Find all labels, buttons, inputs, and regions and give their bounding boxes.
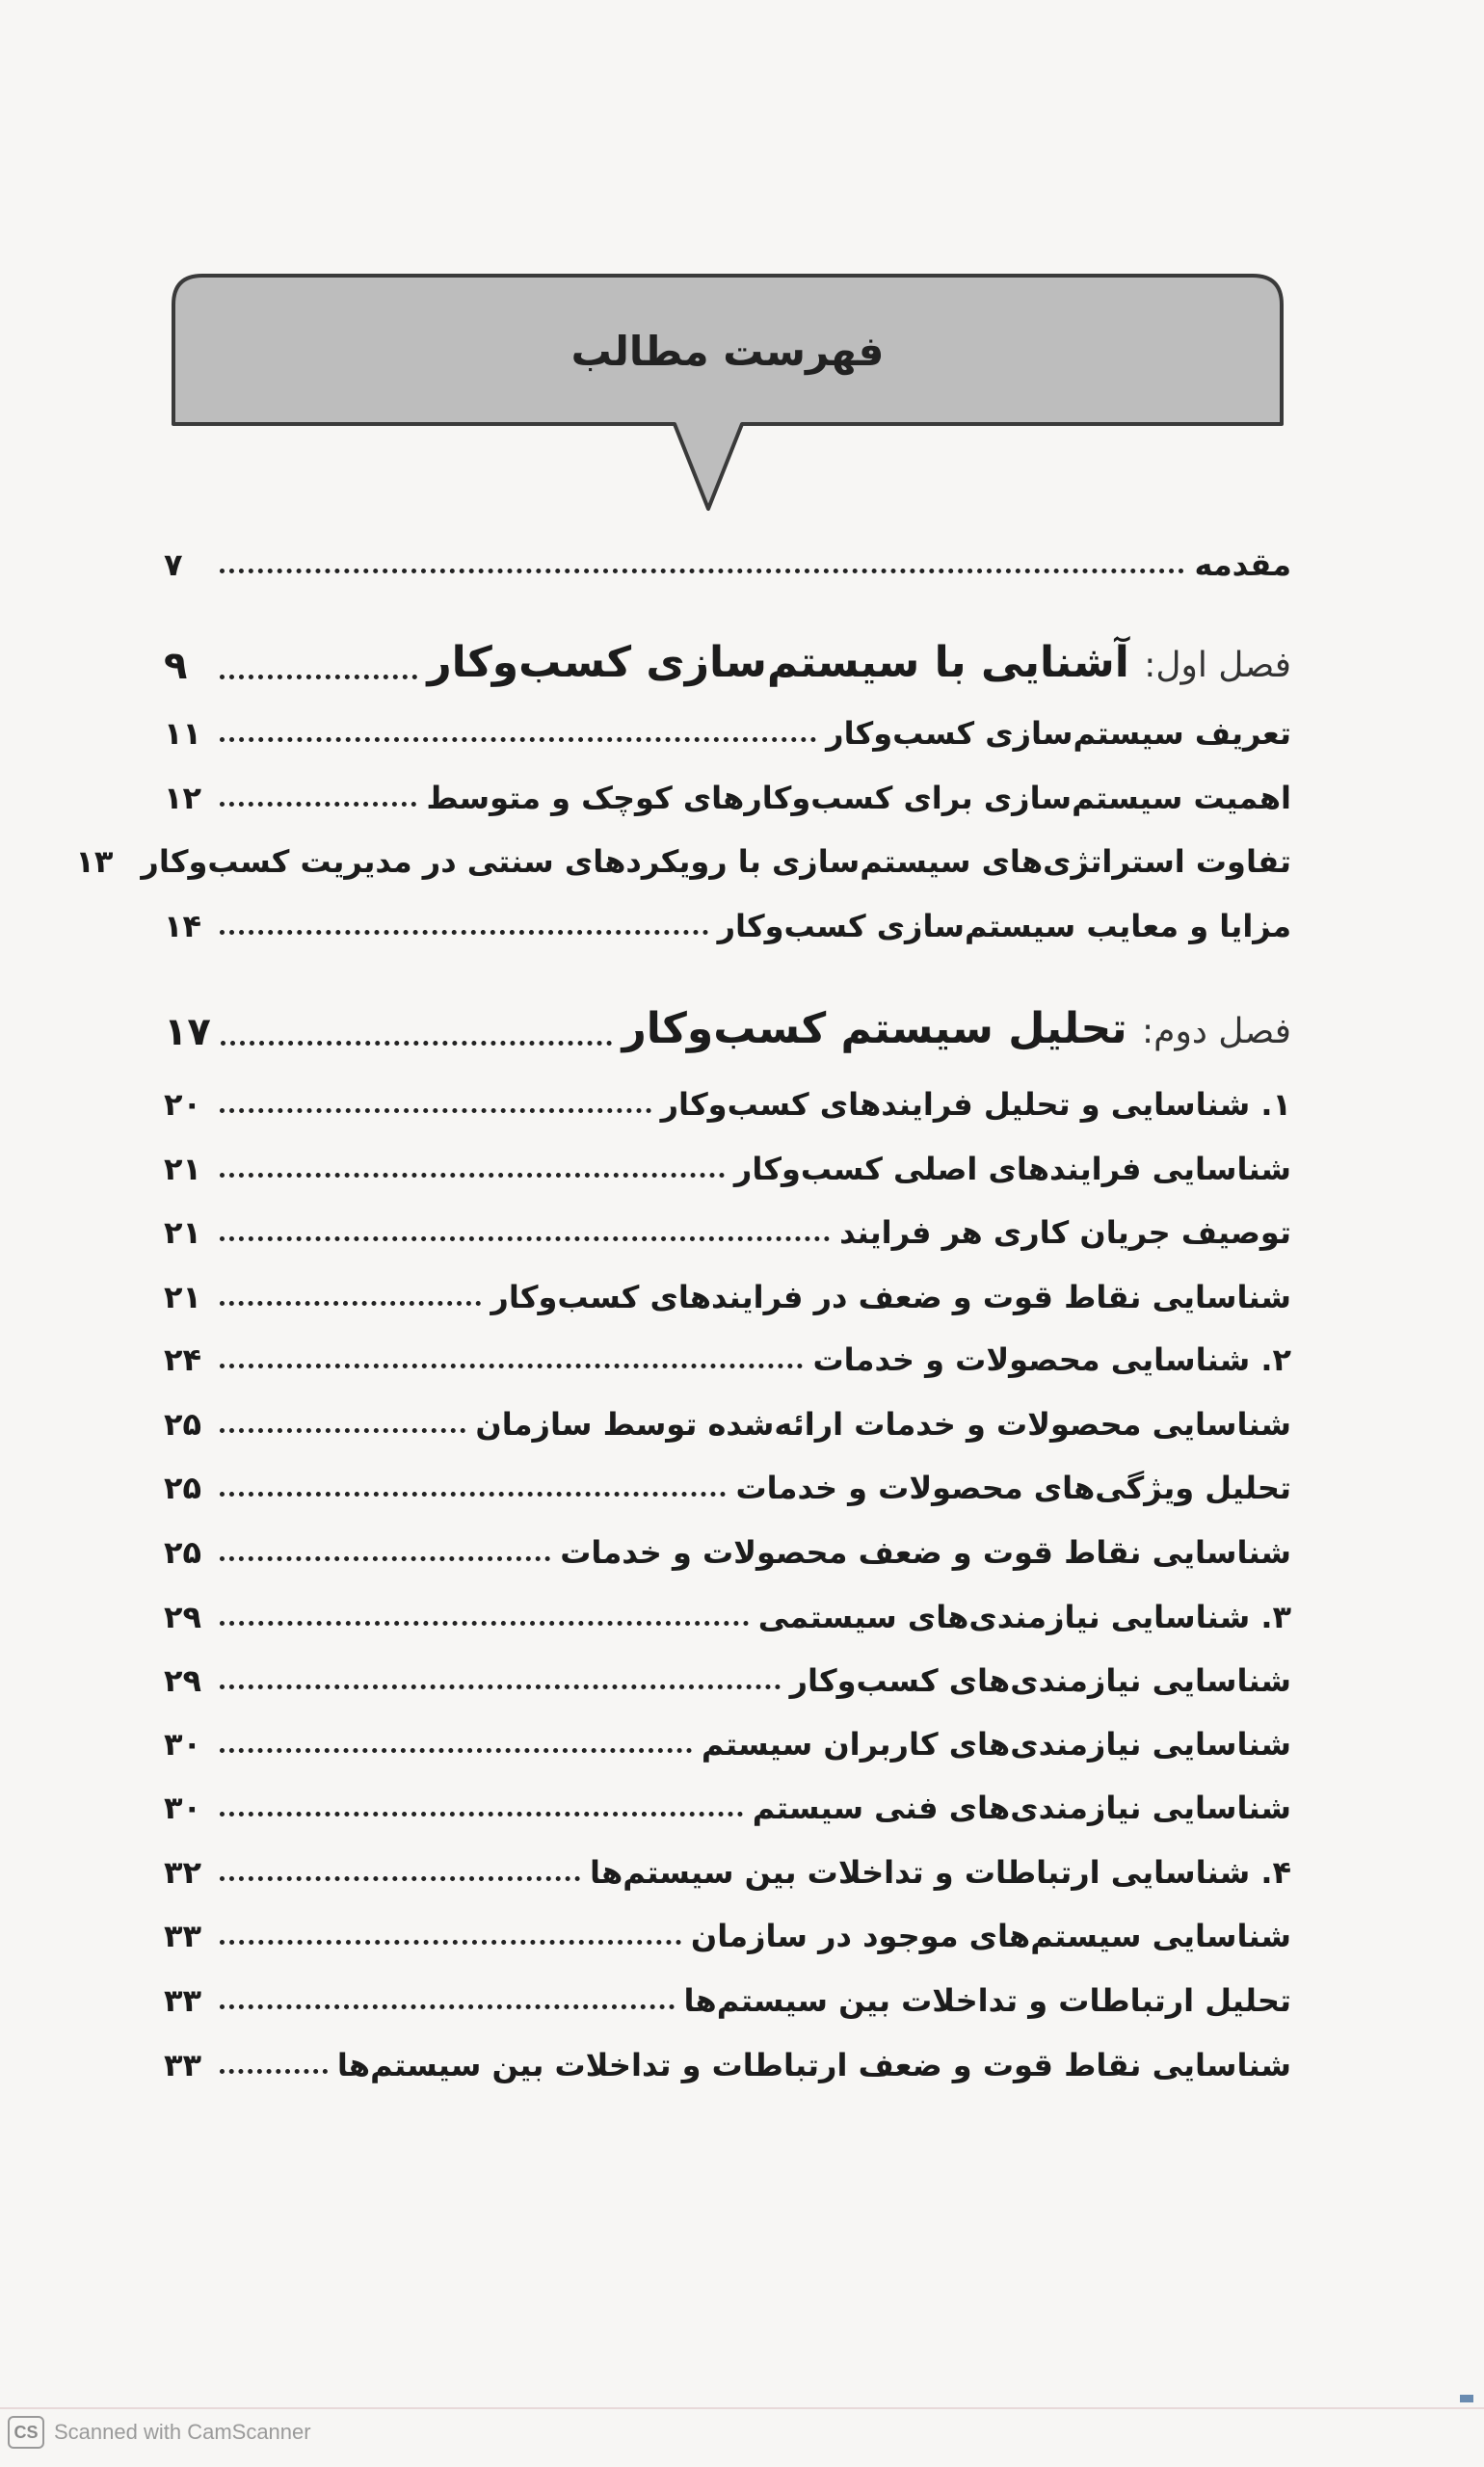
- toc-entry-text: تحلیل ارتباطات و تداخلات بین سیستم‌ها: [683, 1981, 1291, 2019]
- toc-leader-dots: [220, 929, 708, 935]
- toc-page-number: ۲۵: [164, 1405, 202, 1443]
- toc-entry-title: [702, 1726, 1291, 1763]
- toc-page-number: ۹: [164, 644, 188, 688]
- toc-entry-title: [661, 1086, 1291, 1123]
- toc-entry-title: [826, 715, 1291, 752]
- toc-item-row: [164, 1833, 1291, 1891]
- toc-leader-dots: [221, 1040, 613, 1046]
- toc-entry-title: [734, 1151, 1291, 1187]
- toc-entry-text: شناسایی سیستم‌های موجود در سازمان: [690, 1917, 1291, 1954]
- toc-entry-text: تعریف سیستم‌سازی کسب‌وکار: [826, 714, 1291, 752]
- toc-entry-title: [718, 908, 1291, 944]
- corner-mark: [1460, 2395, 1473, 2402]
- toc-entry-text: ۴. شناسایی ارتباطات و تداخلات بین سیستم‌ها: [590, 1853, 1291, 1891]
- toc-item-row: [164, 758, 1291, 816]
- toc-entry-text: تحلیل ویژگی‌های محصولات و خدمات: [735, 1469, 1291, 1506]
- toc-page-number: ۷: [164, 545, 183, 583]
- toc-entry-title: [427, 638, 1291, 689]
- toc-entry-title: [691, 1918, 1291, 1954]
- toc-chapter-row: [164, 631, 1291, 689]
- toc-entry-text: شناسایی فرایندهای اصلی کسب‌وکار: [733, 1150, 1291, 1187]
- toc-item-row: [164, 1961, 1291, 2019]
- toc-page-number: ۲۵: [164, 1469, 202, 1506]
- toc-page-number: ۳۰: [164, 1725, 202, 1763]
- toc-entry-title: [839, 1214, 1291, 1251]
- toc-page-number: ۲۱: [164, 1150, 202, 1187]
- toc-page-number: ۲۴: [164, 1340, 202, 1378]
- toc-leader-dots: [220, 1107, 651, 1113]
- toc-item-row: [164, 694, 1291, 752]
- toc-leader-dots: [220, 1939, 681, 1945]
- toc-item-row: [164, 1897, 1291, 1954]
- toc-chapter-prefix: فصل دوم:: [1142, 1012, 1291, 1052]
- toc-page-number: ۳۳: [164, 2046, 202, 2083]
- toc-leader-dots: [220, 2068, 328, 2074]
- toc-leader-dots: [220, 1172, 725, 1178]
- toc-page-number: ۳۳: [164, 1917, 202, 1954]
- toc-leader-dots: [220, 1427, 465, 1433]
- toc-page-number: ۲۱: [164, 1278, 202, 1315]
- toc-page-number: ۲۹: [164, 1598, 202, 1635]
- toc-entry-title: [812, 1341, 1291, 1378]
- toc-entry-text: شناسایی نیازمندی‌های کاربران سیستم: [701, 1725, 1291, 1763]
- toc-entry-text: تفاوت استراتژی‌های سیستم‌سازی با رویکردهای سنتی در مدیریت کسب‌وکار: [141, 842, 1291, 880]
- toc-item-row: [164, 1578, 1291, 1635]
- toc-item-row: [164, 1385, 1291, 1443]
- toc-entry-title: [1194, 546, 1291, 583]
- toc-heading: فهرست مطالب: [570, 328, 885, 375]
- toc-chapter-row: [164, 997, 1291, 1055]
- toc-page-number: ۳۲: [164, 1853, 202, 1891]
- toc-entry-title: [337, 2047, 1291, 2083]
- toc-leader-dots: [220, 2003, 675, 2009]
- toc-banner: [164, 270, 1291, 520]
- toc-entry-title: [735, 1470, 1291, 1506]
- toc-item-row: [164, 1641, 1291, 1699]
- toc-item-row: [164, 1065, 1291, 1123]
- toc-entry-title: [141, 843, 1291, 880]
- toc-item-row: [164, 1320, 1291, 1378]
- toc-entry-text: توصیف جریان کاری هر فرایند: [839, 1213, 1291, 1251]
- toc-item-row: [164, 1513, 1291, 1571]
- toc-leader-dots: [220, 1747, 692, 1753]
- toc-item-row: [164, 1193, 1291, 1251]
- toc-entry-text: شناسایی نیازمندی‌های فنی سیستم: [752, 1789, 1291, 1826]
- toc-entry-text: اهمیت سیستم‌سازی برای کسب‌وکارهای کوچک و متوسط: [426, 779, 1291, 816]
- toc-item-row: [164, 1258, 1291, 1315]
- toc-page-number: ۱۱: [164, 714, 202, 752]
- toc-entry-title: [475, 1406, 1291, 1443]
- toc-entry-text: شناسایی نقاط قوت و ضعف ارتباطات و تداخلات بین سیستم‌ها: [336, 2046, 1291, 2083]
- toc-leader-dots: [220, 736, 816, 742]
- toc-page-number: ۲۱: [164, 1213, 202, 1251]
- toc-leader-dots: [220, 1300, 481, 1306]
- toc-entry-title: [753, 1790, 1291, 1826]
- toc-page-number: ۱۳: [75, 842, 114, 880]
- toc-leader-dots: [220, 1235, 830, 1241]
- toc-leader-dots: [220, 568, 1184, 573]
- toc-entry-text: شناسایی نقاط قوت و ضعف محصولات و خدمات: [560, 1533, 1291, 1571]
- toc-page-number: ۱۷: [164, 1010, 211, 1054]
- toc-entry-text: تحلیل سیستم کسب‌وکار: [622, 1004, 1127, 1054]
- toc-leader-dots: [220, 1684, 781, 1689]
- toc-entry-text: شناسایی محصولات و خدمات ارائه‌شده توسط سازمان: [475, 1405, 1291, 1443]
- toc-page-number: ۲۹: [164, 1661, 202, 1699]
- toc-entry-title: [684, 1982, 1291, 2019]
- toc-leader-dots: [220, 801, 416, 807]
- toc-entry-title: [490, 1279, 1291, 1315]
- toc-leader-dots: [220, 1491, 726, 1497]
- toc-entry-text: شناسایی نقاط قوت و ضعف در فرایندهای کسب‌وکار: [490, 1278, 1291, 1315]
- toc-entry-text: ۲. شناسایی محصولات و خدمات: [812, 1340, 1291, 1378]
- camscanner-text: Scanned with CamScanner: [54, 2420, 311, 2444]
- camscanner-logo-icon: CS: [8, 2416, 44, 2449]
- toc-item-row: [164, 2026, 1291, 2083]
- toc-entry-text: مقدمه: [1194, 545, 1291, 583]
- toc-entry-title: [426, 780, 1291, 816]
- toc-intro-row: [164, 525, 1291, 583]
- toc-leader-dots: [220, 1875, 580, 1881]
- toc-entry-title: [622, 1004, 1291, 1055]
- toc-leader-dots: [220, 1620, 749, 1626]
- toc-page-number: ۳۰: [164, 1789, 202, 1826]
- toc-page-number: ۳۳: [164, 1981, 202, 2019]
- toc-leader-dots: [220, 1363, 803, 1368]
- banner-shape: [164, 270, 1291, 520]
- toc-page-number: ۲۵: [164, 1533, 202, 1571]
- toc-entry-text: آشنایی با سیستم‌سازی کسب‌وکار: [427, 638, 1129, 688]
- toc-entry-title: [790, 1662, 1291, 1699]
- toc-item-row: [164, 1448, 1291, 1506]
- toc-item-row: [164, 1705, 1291, 1763]
- toc-page-number: ۱۴: [164, 907, 202, 944]
- toc-entry-text: شناسایی نیازمندی‌های کسب‌وکار: [789, 1661, 1291, 1699]
- toc-chapter-prefix: فصل اول:: [1144, 646, 1291, 686]
- toc-entry-title: [560, 1534, 1291, 1571]
- toc-entry-text: مزایا و معایب سیستم‌سازی کسب‌وکار: [717, 907, 1291, 944]
- camscanner-watermark: [8, 2415, 311, 2450]
- toc-entry-title: [758, 1599, 1291, 1635]
- toc-leader-dots: [220, 1555, 550, 1561]
- toc-entry-text: ۳. شناسایی نیازمندی‌های سیستمی: [757, 1598, 1291, 1635]
- toc-entry-text: ۱. شناسایی و تحلیل فرایندهای کسب‌وکار: [660, 1085, 1291, 1123]
- toc-page-number: ۲۰: [164, 1085, 202, 1123]
- toc-item-row: [164, 1129, 1291, 1187]
- toc-item-row: [164, 887, 1291, 944]
- toc-item-row: [75, 822, 1291, 880]
- toc-leader-dots: [220, 1811, 743, 1817]
- toc-item-row: [164, 1768, 1291, 1826]
- toc-entry-title: [590, 1854, 1291, 1891]
- page-edge-line: [0, 2407, 1484, 2409]
- toc-leader-dots: [220, 674, 417, 679]
- toc-page-number: ۱۲: [164, 779, 202, 816]
